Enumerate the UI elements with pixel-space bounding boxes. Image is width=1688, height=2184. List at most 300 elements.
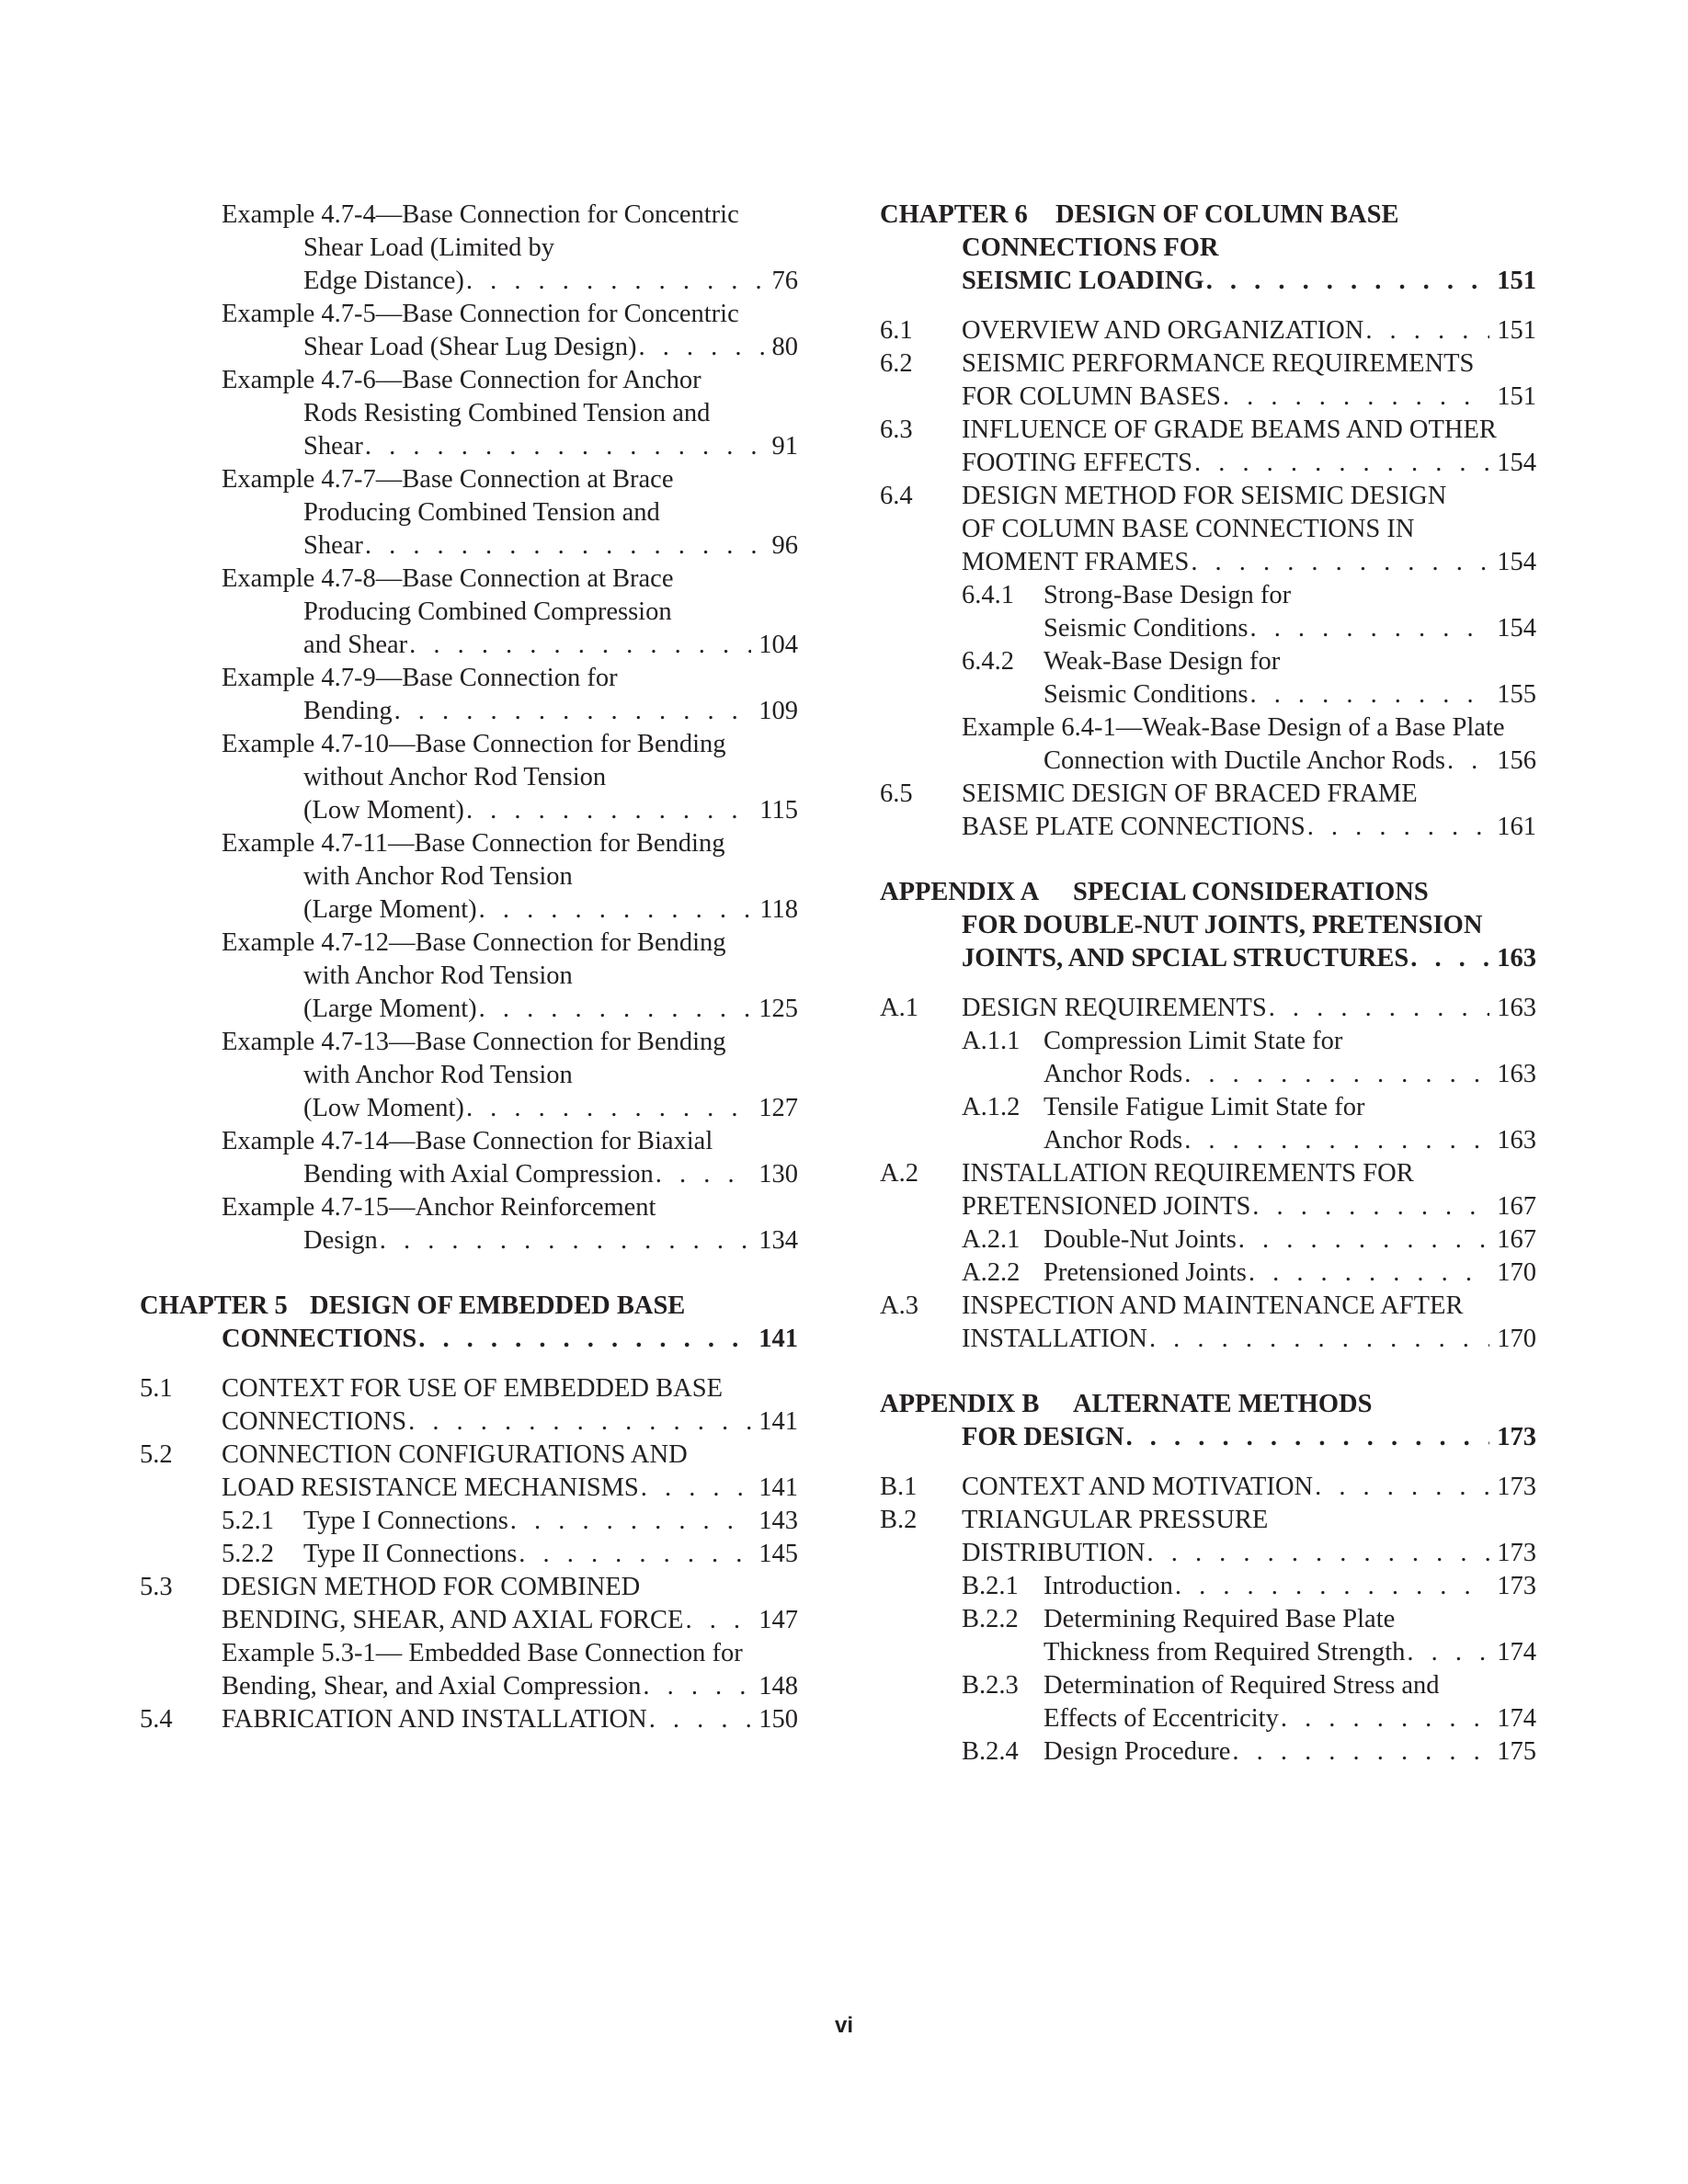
page-number: vi <box>834 2013 853 2038</box>
toc-entry-title: DESIGN METHOD FOR SEISMIC DESIGN <box>962 482 1447 510</box>
toc-heading-line[interactable] <box>880 1388 1536 1421</box>
section-gap <box>140 1257 798 1290</box>
toc-page-number: 91 <box>771 432 798 461</box>
toc-entry-title: Shear <box>303 531 363 560</box>
dot-leader <box>479 893 753 927</box>
toc-entry[interactable] <box>140 893 798 927</box>
toc-entry-number: 6.1 <box>880 316 913 345</box>
dot-leader <box>1223 381 1489 414</box>
toc-entry-title: Anchor Rods <box>1044 1126 1183 1155</box>
toc-entry[interactable] <box>880 1603 1536 1636</box>
dot-leader <box>466 1092 751 1125</box>
section-gap <box>880 1356 1536 1388</box>
toc-entry-title: Example 6.4-1—Weak-Base Design of a Base Plate <box>962 713 1505 742</box>
toc-entry-title: TRIANGULAR PRESSURE <box>962 1506 1269 1534</box>
dot-leader <box>1269 992 1490 1025</box>
toc-page-number: 167 <box>1497 1192 1536 1221</box>
toc-entry-title: Type II Connections <box>303 1540 518 1568</box>
toc-page-number: 175 <box>1497 1737 1536 1766</box>
toc-entry-number: B.2.2 <box>962 1605 1019 1633</box>
toc-entry-title: CONTEXT FOR USE OF EMBEDDED BASE <box>222 1374 723 1403</box>
toc-entry-number: 6.4.2 <box>962 647 1014 676</box>
toc-entry[interactable] <box>140 1538 798 1571</box>
dot-leader <box>1206 265 1490 298</box>
toc-page-number: 154 <box>1497 449 1536 477</box>
toc-entry[interactable] <box>140 728 798 761</box>
toc-entry-title: with Anchor Rod Tension <box>303 1061 573 1089</box>
dot-leader <box>1249 678 1489 711</box>
toc-entry-title: Anchor Rods <box>1044 1060 1183 1088</box>
toc-entry-title: Shear Load (Limited by <box>303 233 555 262</box>
toc-entry-title: SEISMIC PERFORMANCE REQUIREMENTS <box>962 349 1475 378</box>
dot-leader <box>1365 314 1489 347</box>
toc-entry-title: Example 4.7-10—Base Connection for Bending <box>222 730 726 758</box>
toc-entry-title: Edge Distance) <box>303 267 464 295</box>
toc-entry[interactable] <box>880 1570 1536 1603</box>
toc-entry[interactable] <box>880 513 1536 546</box>
toc-entry-title: CONNECTIONS FOR <box>962 233 1219 262</box>
toc-page-number: 141 <box>758 1325 798 1353</box>
toc-entry-title: SPECIAL CONSIDERATIONS <box>1073 878 1429 906</box>
toc-entry[interactable] <box>140 430 798 463</box>
dot-leader <box>1315 1471 1489 1504</box>
toc-entry[interactable] <box>880 480 1536 513</box>
toc-entry-title: CONNECTIONS <box>222 1407 407 1436</box>
toc-entry-title: Example 4.7-9—Base Connection for <box>222 664 618 692</box>
toc-entry-title: Example 4.7-4—Base Connection for Concentric <box>222 200 739 229</box>
toc-entry-title: with Anchor Rod Tension <box>303 961 573 990</box>
toc-page-number: 130 <box>758 1160 798 1189</box>
toc-entry[interactable] <box>140 662 798 695</box>
toc-page-number: 161 <box>1497 813 1536 841</box>
toc-page-number: 76 <box>771 267 798 295</box>
toc-entry[interactable] <box>880 1190 1536 1223</box>
toc-entry-title: Thickness from Required Strength <box>1044 1638 1406 1666</box>
dot-leader <box>408 1405 751 1439</box>
dot-leader <box>1126 1421 1490 1454</box>
toc-entry-title: Bending <box>303 697 393 725</box>
toc-entry-title: FOOTING EFFECTS <box>962 449 1192 477</box>
toc-entry[interactable] <box>140 761 798 794</box>
toc-page-number: 163 <box>1497 944 1536 973</box>
toc-heading-line[interactable] <box>140 1290 798 1323</box>
toc-entry-title: Determining Required Base Plate <box>1044 1605 1396 1633</box>
toc-entry-number: 5.1 <box>140 1374 173 1403</box>
dot-leader <box>365 430 765 463</box>
toc-entry-title: and Shear <box>303 631 408 659</box>
toc-page-number: 167 <box>1497 1225 1536 1254</box>
toc-entry[interactable] <box>880 546 1536 579</box>
toc-entry-title: Seismic Conditions <box>1044 680 1249 709</box>
toc-entry[interactable] <box>880 381 1536 414</box>
toc-entry[interactable] <box>880 1471 1536 1504</box>
toc-entry-title: Effects of Eccentricity <box>1044 1704 1279 1733</box>
toc-entry-title: Example 5.3-1— Embedded Base Connection for <box>222 1639 743 1667</box>
toc-page-number: 173 <box>1497 1572 1536 1600</box>
toc-page-number: 127 <box>758 1094 798 1122</box>
toc-entry[interactable] <box>140 1125 798 1158</box>
toc-entry-title: Shear Load (Shear Lug Design) <box>303 333 637 361</box>
toc-entry-title: CONNECTIONS <box>222 1325 417 1353</box>
toc-entry-number: A.2 <box>880 1159 918 1188</box>
dot-leader <box>649 1703 752 1736</box>
toc-entry-title: Bending with Axial Compression <box>303 1160 654 1189</box>
toc-entry[interactable] <box>140 1472 798 1505</box>
toc-heading-line[interactable] <box>880 876 1536 909</box>
toc-entry-number: B.2.1 <box>962 1572 1019 1600</box>
toc-page-number: 155 <box>1497 680 1536 709</box>
toc-heading-line[interactable] <box>140 1323 798 1356</box>
toc-entry-number: APPENDIX B <box>880 1390 1040 1418</box>
toc-entry[interactable] <box>880 1025 1536 1058</box>
toc-entry-title: Bending, Shear, and Axial Compression <box>222 1672 642 1701</box>
toc-entry-title: DESIGN OF EMBEDDED BASE <box>310 1291 686 1320</box>
toc-entry-title: DESIGN METHOD FOR COMBINED <box>222 1573 641 1601</box>
toc-entry-title: Producing Combined Compression <box>303 597 672 626</box>
toc-entry[interactable] <box>140 860 798 893</box>
toc-entry[interactable] <box>880 414 1536 447</box>
section-gap <box>880 844 1536 876</box>
toc-entry-title: DESIGN OF COLUMN BASE <box>1055 200 1399 229</box>
toc-entry-number: 6.2 <box>880 349 913 378</box>
toc-entry-title: DISTRIBUTION <box>962 1539 1146 1567</box>
toc-entry-title: OVERVIEW AND ORGANIZATION <box>962 316 1364 345</box>
toc-entry[interactable] <box>880 314 1536 347</box>
toc-page-number: 80 <box>771 333 798 361</box>
toc-entry-title: Seismic Conditions <box>1044 614 1249 643</box>
dot-leader <box>1307 811 1490 844</box>
dot-leader <box>1175 1570 1489 1603</box>
dot-leader <box>641 1472 751 1505</box>
toc-entry[interactable] <box>880 1058 1536 1091</box>
section-gap <box>880 298 1536 314</box>
toc-entry[interactable] <box>140 1703 798 1736</box>
toc-entry-number: A.2.1 <box>962 1225 1021 1254</box>
toc-entry[interactable] <box>140 960 798 993</box>
toc-page-number: 150 <box>758 1705 798 1734</box>
dot-leader <box>1232 1735 1489 1769</box>
toc-entry[interactable] <box>880 778 1536 811</box>
toc-entry[interactable] <box>880 711 1536 745</box>
toc-entry[interactable] <box>880 1702 1536 1735</box>
toc-entry[interactable] <box>140 1372 798 1405</box>
toc-heading-line[interactable] <box>880 942 1536 975</box>
toc-entry-number: 5.4 <box>140 1705 173 1734</box>
toc-column-left <box>140 199 798 1736</box>
dot-leader <box>638 331 764 364</box>
toc-entry-title: Compression Limit State for <box>1044 1027 1343 1055</box>
toc-entry-number: A.1.1 <box>962 1027 1021 1055</box>
toc-page-number: 154 <box>1497 548 1536 576</box>
toc-entry[interactable] <box>140 298 798 331</box>
section-gap <box>880 1454 1536 1471</box>
toc-entry[interactable] <box>880 1537 1536 1570</box>
toc-entry-number: 5.2 <box>140 1440 173 1469</box>
toc-entry-number: B.2 <box>880 1506 918 1534</box>
toc-entry-number: 5.2.2 <box>222 1540 274 1568</box>
toc-entry-number: 6.4 <box>880 482 913 510</box>
dot-leader <box>519 1538 751 1571</box>
dot-leader <box>1281 1702 1489 1735</box>
toc-entry[interactable] <box>880 579 1536 612</box>
toc-entry-title: INSTALLATION <box>962 1325 1147 1353</box>
toc-page-number: 141 <box>758 1473 798 1502</box>
dot-leader <box>1147 1537 1490 1570</box>
toc-entry-title: LOAD RESISTANCE MECHANISMS <box>222 1473 639 1502</box>
toc-entry-title: (Large Moment) <box>303 995 477 1023</box>
dot-leader <box>365 529 765 563</box>
dot-leader <box>418 1323 751 1356</box>
toc-entry-title: Strong-Base Design for <box>1044 581 1292 609</box>
toc-entry[interactable] <box>880 612 1536 645</box>
toc-entry[interactable] <box>140 199 798 232</box>
toc-entry[interactable] <box>140 1059 798 1092</box>
toc-page-number: 104 <box>758 631 798 659</box>
toc-entry-title: FABRICATION AND INSTALLATION <box>222 1705 647 1734</box>
toc-page-number: 151 <box>1497 316 1536 345</box>
toc-entry-number: 6.5 <box>880 779 913 808</box>
toc-entry[interactable] <box>880 1323 1536 1356</box>
toc-page-number: 141 <box>758 1407 798 1436</box>
toc-entry[interactable] <box>140 1670 798 1703</box>
toc-page-number: 147 <box>758 1606 798 1634</box>
toc-entry-title: FOR COLUMN BASES <box>962 382 1221 411</box>
toc-entry[interactable] <box>880 678 1536 711</box>
toc-entry-title: INFLUENCE OF GRADE BEAMS AND OTHER <box>962 415 1497 444</box>
toc-entry[interactable] <box>140 827 798 860</box>
toc-entry[interactable] <box>140 695 798 728</box>
toc-entry-title: without Anchor Rod Tension <box>303 763 607 791</box>
toc-entry-title: Example 4.7-12—Base Connection for Bending <box>222 928 726 957</box>
toc-entry-title: Shear <box>303 432 363 461</box>
section-gap <box>140 1356 798 1372</box>
toc-entry[interactable] <box>140 1405 798 1439</box>
toc-entry-title: INSTALLATION REQUIREMENTS FOR <box>962 1159 1414 1188</box>
toc-entry-title: FOR DESIGN <box>962 1423 1124 1451</box>
toc-entry-title: Tensile Fatigue Limit State for <box>1044 1093 1365 1121</box>
toc-entry-title: (Low Moment) <box>303 796 464 825</box>
dot-leader <box>1252 1190 1489 1223</box>
toc-entry-number: A.3 <box>880 1291 918 1320</box>
toc-entry-title: ALTERNATE METHODS <box>1073 1390 1373 1418</box>
toc-entry-title: Example 4.7-13—Base Connection for Bending <box>222 1028 726 1056</box>
toc-entry[interactable] <box>880 1157 1536 1190</box>
toc-entry[interactable] <box>140 794 798 827</box>
toc-entry-number: A.2.2 <box>962 1258 1021 1287</box>
toc-entry-title: Introduction <box>1044 1572 1173 1600</box>
toc-entry[interactable] <box>140 1637 798 1670</box>
toc-entry[interactable] <box>140 1191 798 1224</box>
toc-entry[interactable] <box>880 1504 1536 1537</box>
toc-page-number: 125 <box>758 995 798 1023</box>
toc-entry-number: A.1.2 <box>962 1093 1021 1121</box>
toc-entry[interactable] <box>140 1224 798 1257</box>
toc-entry[interactable] <box>140 1505 798 1538</box>
toc-entry-title: FOR DOUBLE-NUT JOINTS, PRETENSION <box>962 911 1483 939</box>
toc-entry[interactable] <box>880 1735 1536 1769</box>
toc-entry[interactable] <box>140 596 798 629</box>
toc-page-number: 156 <box>1497 746 1536 775</box>
toc-entry[interactable] <box>140 331 798 364</box>
toc-heading-line[interactable] <box>880 1421 1536 1454</box>
toc-page-number: 170 <box>1497 1325 1536 1353</box>
toc-entry[interactable] <box>880 347 1536 381</box>
dot-leader <box>466 794 752 827</box>
toc-entry-title: Double-Nut Joints <box>1044 1225 1237 1254</box>
toc-entry[interactable] <box>880 745 1536 778</box>
toc-entry-title: Example 4.7-5—Base Connection for Concentric <box>222 300 739 328</box>
toc-entry-title: Example 4.7-14—Base Connection for Biaxial <box>222 1127 713 1155</box>
dot-leader <box>394 695 752 728</box>
toc-page-number: 173 <box>1497 1473 1536 1501</box>
toc-entry-title: CONTEXT AND MOTIVATION <box>962 1473 1314 1501</box>
toc-heading-line[interactable] <box>880 232 1536 265</box>
toc-entry-title: with Anchor Rod Tension <box>303 862 573 891</box>
toc-entry[interactable] <box>140 1571 798 1604</box>
dot-leader <box>643 1670 751 1703</box>
toc-entry-title: Example 4.7-11—Base Connection for Bending <box>222 829 725 858</box>
dot-leader <box>1184 1058 1489 1091</box>
toc-entry-title: PRETENSIONED JOINTS <box>962 1192 1251 1221</box>
toc-entry[interactable] <box>880 1124 1536 1157</box>
toc-entry-title: Determination of Required Stress and <box>1044 1671 1440 1700</box>
toc-entry-title: DESIGN REQUIREMENTS <box>962 994 1267 1022</box>
toc-entry-number: B.1 <box>880 1473 918 1501</box>
toc-page-number: 174 <box>1497 1638 1536 1666</box>
dot-leader <box>656 1158 751 1191</box>
toc-entry-number: B.2.3 <box>962 1671 1019 1700</box>
toc-entry-title: Type I Connections <box>303 1507 508 1535</box>
toc-entry[interactable] <box>140 463 798 496</box>
dot-leader <box>1249 612 1489 645</box>
toc-entry-title: (Large Moment) <box>303 895 477 924</box>
toc-entry-title: Design Procedure <box>1044 1737 1231 1766</box>
dot-leader <box>1184 1124 1489 1157</box>
dot-leader <box>510 1505 751 1538</box>
toc-entry[interactable] <box>880 645 1536 678</box>
toc-entry-title: Rods Resisting Combined Tension and <box>303 399 711 427</box>
dot-leader <box>1238 1223 1489 1257</box>
toc-page-number: 115 <box>759 796 798 825</box>
toc-entry[interactable] <box>140 364 798 397</box>
toc-entry[interactable] <box>140 529 798 563</box>
toc-page-number: 148 <box>758 1672 798 1701</box>
toc-page-number: 154 <box>1497 614 1536 643</box>
toc-entry[interactable] <box>140 1092 798 1125</box>
toc-heading-line[interactable] <box>880 199 1536 232</box>
toc-entry-number: APPENDIX A <box>880 878 1040 906</box>
toc-entry-title: (Low Moment) <box>303 1094 464 1122</box>
toc-entry-title: OF COLUMN BASE CONNECTIONS IN <box>962 515 1415 543</box>
dot-leader <box>479 993 752 1026</box>
toc-entry-number: 6.3 <box>880 415 913 444</box>
toc-page-number: 145 <box>758 1540 798 1568</box>
toc-page-number: 170 <box>1497 1258 1536 1287</box>
toc-entry-number: 5.3 <box>140 1573 173 1601</box>
dot-leader <box>685 1604 751 1637</box>
toc-entry-title: Example 4.7-8—Base Connection at Brace <box>222 564 674 593</box>
toc-page-number: 96 <box>771 531 798 560</box>
toc-column-right <box>880 199 1536 1769</box>
dot-leader <box>466 265 765 298</box>
toc-entry-title: Connection with Ductile Anchor Rods <box>1044 746 1445 775</box>
dot-leader <box>1149 1323 1489 1356</box>
toc-entry[interactable] <box>880 1091 1536 1124</box>
toc-entry-title: Weak-Base Design for <box>1044 647 1281 676</box>
toc-entry[interactable] <box>880 811 1536 844</box>
toc-page-number: 173 <box>1497 1423 1536 1451</box>
toc-page-number: 143 <box>758 1507 798 1535</box>
toc-entry-number: CHAPTER 6 <box>880 200 1028 229</box>
toc-entry[interactable] <box>140 1158 798 1191</box>
toc-entry[interactable] <box>140 1026 798 1059</box>
toc-page-number: 173 <box>1497 1539 1536 1567</box>
toc-page-number: 163 <box>1497 1126 1536 1155</box>
toc-entry[interactable] <box>880 447 1536 480</box>
toc-entry[interactable] <box>880 1223 1536 1257</box>
dot-leader <box>1249 1257 1489 1290</box>
toc-entry[interactable] <box>140 496 798 529</box>
toc-page-number: 163 <box>1497 1060 1536 1088</box>
toc-entry-title: Example 4.7-7—Base Connection at Brace <box>222 465 674 494</box>
dot-leader <box>1447 745 1489 778</box>
toc-entry-title: BASE PLATE CONNECTIONS <box>962 813 1306 841</box>
dot-leader <box>409 629 751 662</box>
toc-entry[interactable] <box>140 927 798 960</box>
toc-entry[interactable] <box>140 1439 798 1472</box>
toc-entry-title: SEISMIC LOADING <box>962 267 1204 295</box>
toc-entry[interactable] <box>880 992 1536 1025</box>
toc-page-number: 134 <box>758 1226 798 1255</box>
toc-entry[interactable] <box>880 1669 1536 1702</box>
toc-entry-title: Producing Combined Tension and <box>303 498 660 527</box>
toc-entry-title: Pretensioned Joints <box>1044 1258 1247 1287</box>
toc-entry-title: JOINTS, AND SPCIAL STRUCTURES <box>962 944 1409 973</box>
toc-page-number: 118 <box>759 895 798 924</box>
toc-entry-number: B.2.4 <box>962 1737 1019 1766</box>
toc-entry[interactable] <box>140 1604 798 1637</box>
toc-heading-line[interactable] <box>880 265 1536 298</box>
toc-entry-number: CHAPTER 5 <box>140 1291 288 1320</box>
toc-page-number: 163 <box>1497 994 1536 1022</box>
section-gap <box>880 975 1536 992</box>
toc-entry-number: 6.4.1 <box>962 581 1014 609</box>
toc-entry[interactable] <box>140 993 798 1026</box>
toc-entry[interactable] <box>880 1290 1536 1323</box>
toc-entry-title: BENDING, SHEAR, AND AXIAL FORCE <box>222 1606 684 1634</box>
toc-page-number: 151 <box>1497 267 1536 295</box>
dot-leader <box>1191 546 1489 579</box>
toc-entry-number: A.1 <box>880 994 918 1022</box>
toc-page-number: 109 <box>758 697 798 725</box>
toc-entry[interactable] <box>140 397 798 430</box>
toc-entry-title: Design <box>303 1226 378 1255</box>
toc-entry-title: INSPECTION AND MAINTENANCE AFTER <box>962 1291 1464 1320</box>
toc-entry-number: 5.2.1 <box>222 1507 274 1535</box>
toc-entry[interactable] <box>140 629 798 662</box>
toc-entry[interactable] <box>880 1257 1536 1290</box>
toc-entry[interactable] <box>140 232 798 265</box>
toc-entry[interactable] <box>880 1636 1536 1669</box>
toc-page-number: 151 <box>1497 382 1536 411</box>
toc-entry-title: SEISMIC DESIGN OF BRACED FRAME <box>962 779 1418 808</box>
toc-entry[interactable] <box>140 265 798 298</box>
dot-leader <box>1410 942 1489 975</box>
toc-entry[interactable] <box>140 563 798 596</box>
toc-entry-title: Example 4.7-15—Anchor Reinforcement <box>222 1193 656 1222</box>
toc-heading-line[interactable] <box>880 909 1536 942</box>
dot-leader <box>1407 1636 1489 1669</box>
